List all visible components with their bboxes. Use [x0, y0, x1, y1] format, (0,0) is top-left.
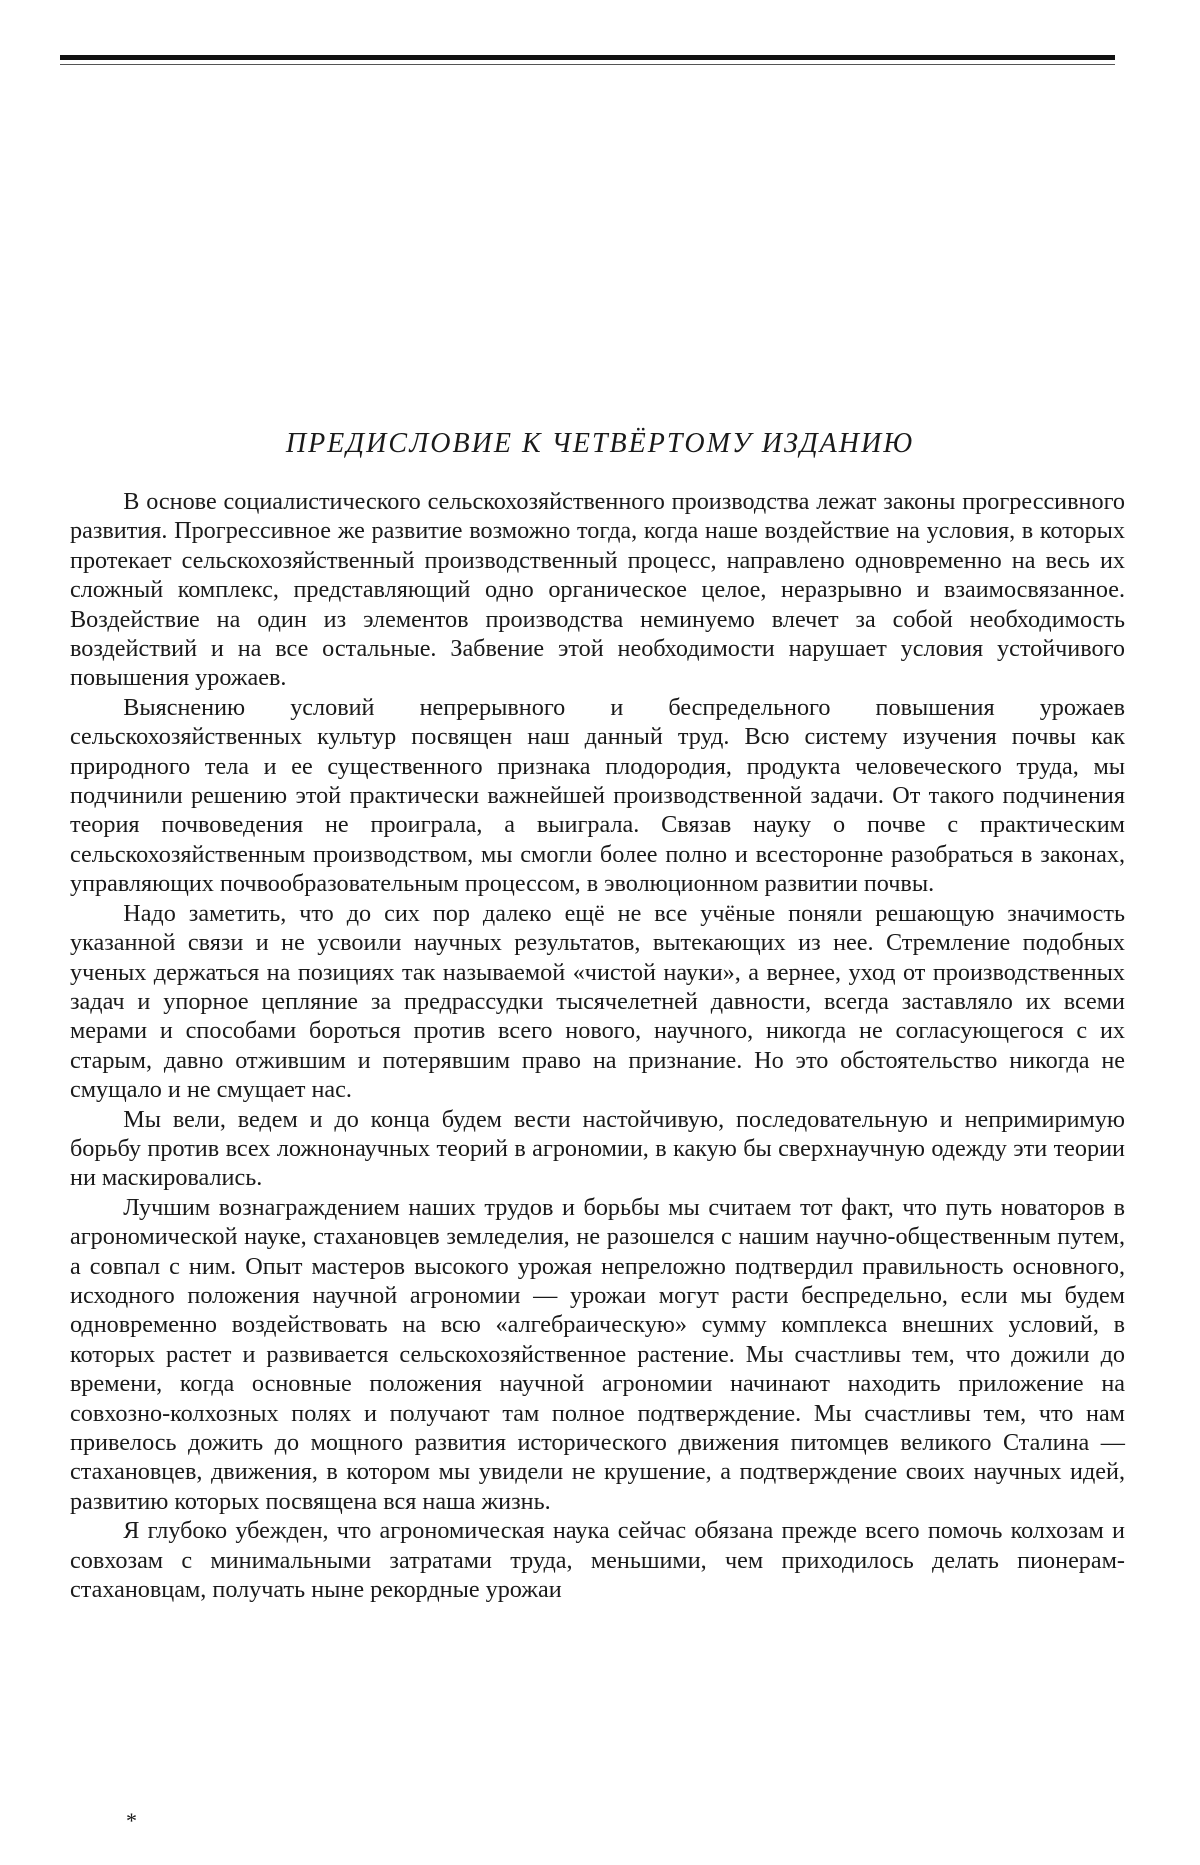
paragraph-3: Надо заметить, что до сих пор далеко ещё не все учёные поняли решающую значимость указанной связи и не усвоили научных результатов, вытекающих из нее. Стремление подобных ученых держаться на позициях так называемой «чистой науки», а вернее, уход от производственных задач и упорное цепляние за предрассудки тысячелетней давности, всегда заставляло их всеми мерами и способами бороться против всего нового, научного, никогда не согласующегося с их старым, давно отжившим и потерявшим право на признание. Но это обстоятельство никогда не смущало и не смущает нас.	[70, 899, 1125, 1104]
paragraph-5: Лучшим вознаграждением наших трудов и борьбы мы считаем тот факт, что путь новаторов в агрономической науке, стахановцев земледелия, не разошелся с нашим научно-общественным путем, а совпал с ним. Опыт мастеров высокого урожая непреложно подтвердил правильность основного, исходного положения научной агрономии — урожаи могут расти беспредельно, если мы будем одновременно воздействовать на всю «алгебраическую» сумму комплекса внешних условий, в которых растет и развивается сельскохозяйственное растение. Мы счастливы тем, что дожили до времени, когда основные положения научной агрономии начинают находить приложение на совхозно-колхозных полях и получают там полное подтверждение. Мы счастливы тем, что нам привелось дожить до мощного развития исторического движения питомцев великого Сталина — стахановцев, движения, в котором мы увидели не крушение, а подтверждение своих научных идей, развитию которых посвящена вся наша жизнь.	[70, 1193, 1125, 1515]
body-text	[70, 487, 1125, 1604]
paragraph-6: Я глубоко убежден, что агрономическая наука сейчас обязана прежде всего помочь колхозам и совхозам с минимальными затратами труда, меньшими, чем приходилось делать пионерам-стахановцам, получать ныне рекордные урожаи	[70, 1517, 1125, 1604]
page-title: ПРЕДИСЛОВИЕ К ЧЕТВЁРТОМУ ИЗДАНИЮ	[285, 428, 915, 459]
paragraph-2: Выяснению условий непрерывного и беспредельного повышения урожаев сельскохозяйственных культур посвящен наш данный труд. Всю систему изучения почвы как природного тела и ее существенного признака плодородия, продукта человеческого труда, мы подчинили решению этой практически важнейшей производственной задачи. От такого подчинения теория почвоведения не проиграла, а выиграла. Связав науку о почве с практическим сельскохозяйственным производством, мы смогли более полно и всесторонне разобраться в законах, управляющих почвообразовательным процессом, в эволюционном развитии почвы.	[70, 693, 1125, 898]
top-rule	[60, 55, 1115, 60]
paragraph-4: Мы вели, ведем и до конца будем вести настойчивую, последовательную и непримиримую борьбу против всех ложнонаучных теорий в агрономии, в какую бы сверхнаучную одежду эти теории ни маскировались.	[70, 1105, 1125, 1192]
top-rule-thin	[60, 64, 1115, 65]
paragraph-1: В основе социалистического сельскохозяйственного производства лежат законы прогрессивного развития. Прогрессивное же развитие возможно тогда, когда наше воздействие на условия, в которых протекает сельскохозяйственный производственный процесс, направлено одновременно на весь их сложный комплекс, представляющий одно органическое целое, неразрывно и взаимосвязанное. Воздействие на один из элементов производства неминуемо влечет за собой необходимость воздействий и на все остальные. Забвение этой необходимости нарушает условия устойчивого повышения урожаев.	[70, 488, 1125, 692]
footnote-mark: *	[126, 1808, 137, 1833]
